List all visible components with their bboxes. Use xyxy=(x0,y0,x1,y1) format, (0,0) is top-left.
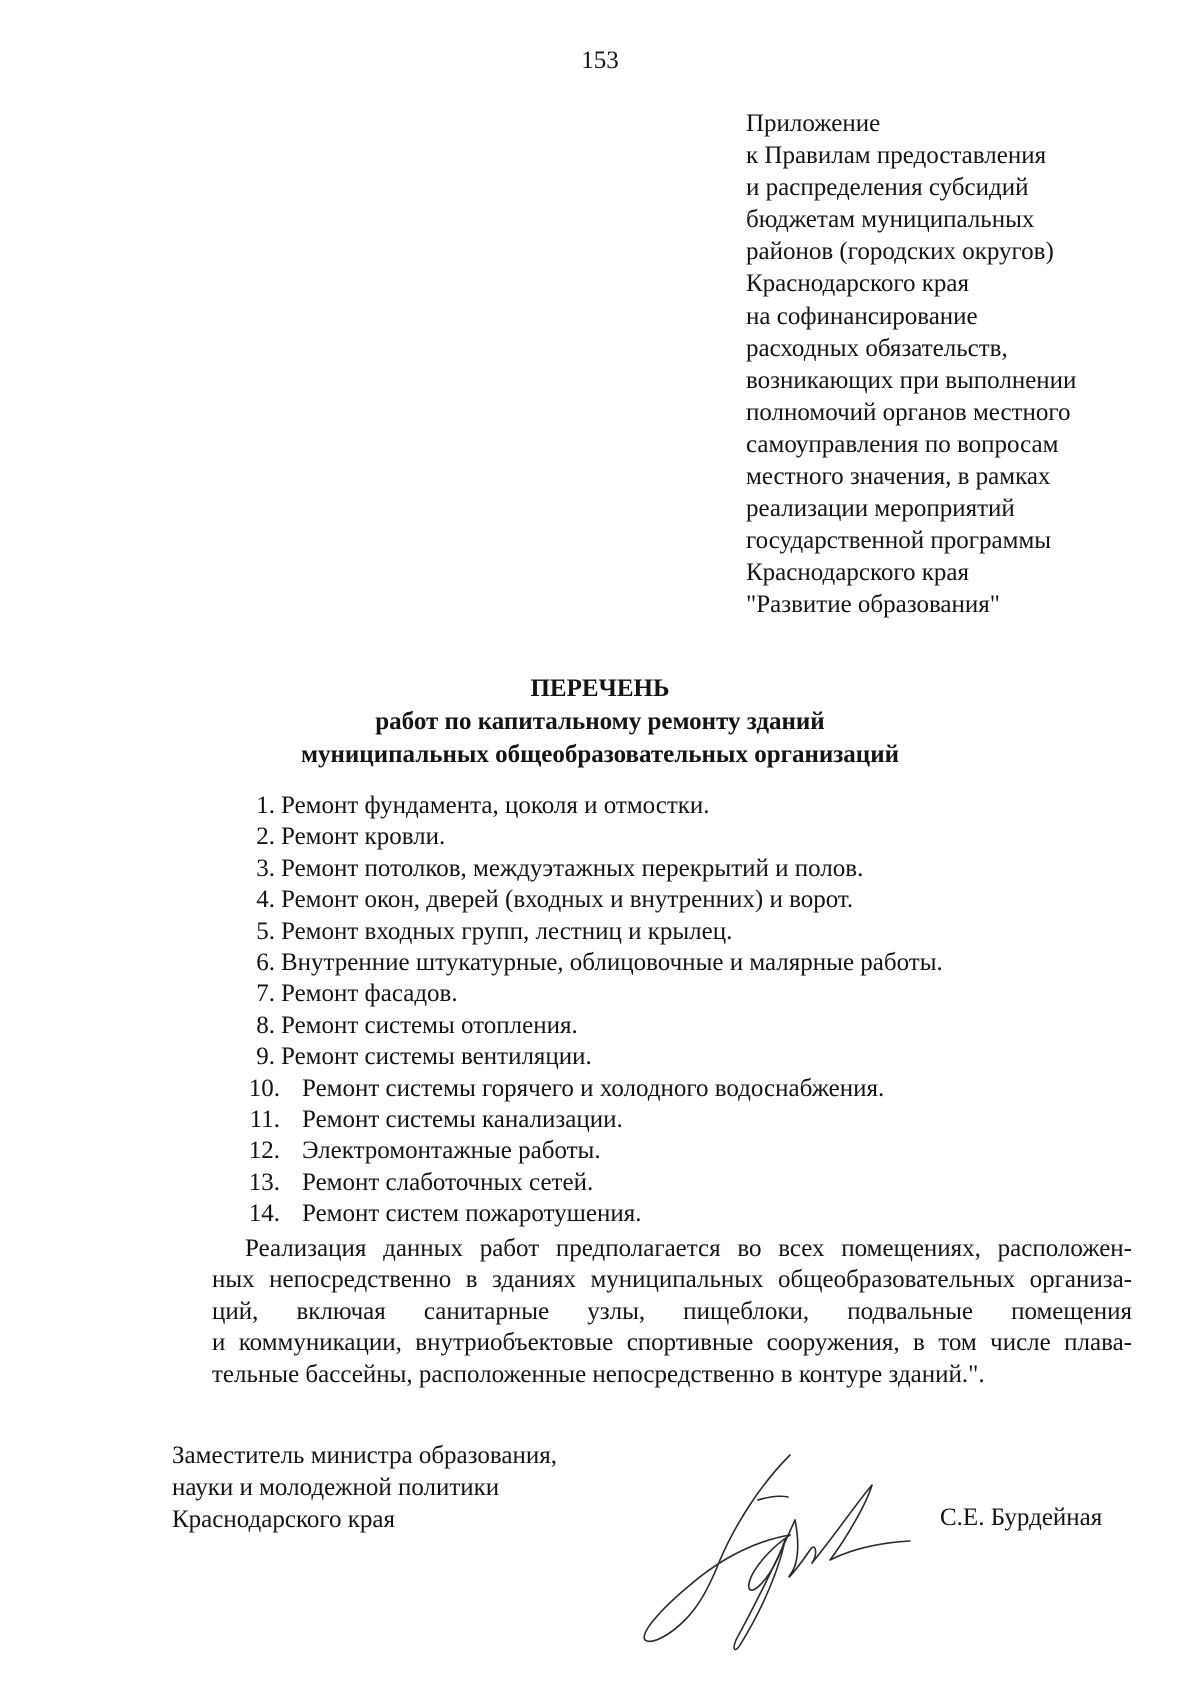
appendix-line: полномочий органов местного xyxy=(746,398,1071,426)
appendix-line: и распределения субсидий xyxy=(746,174,1029,202)
item-text: Ремонт входных групп, лестниц и крылец. xyxy=(281,917,733,945)
list-item xyxy=(245,821,1145,852)
list-item xyxy=(245,790,1145,821)
item-text: Ремонт системы горячего и холодного водоснабжения. xyxy=(302,1074,885,1102)
item-text: Ремонт слаботочных сетей. xyxy=(302,1168,594,1196)
paragraph-line: тельные бассейны, расположенные непосредственно в контуре зданий.". xyxy=(212,1360,985,1388)
item-number: 6. xyxy=(256,949,275,977)
list-item xyxy=(245,853,1145,884)
signer-name: С.Е. Бурдейная xyxy=(940,1504,1103,1531)
item-number: 11. xyxy=(249,1106,280,1134)
list-item xyxy=(245,884,1145,915)
appendix-line: Приложение xyxy=(746,110,881,137)
paragraph-line: ных непосредственно в зданиях муниципальных общеобразовательных организа- xyxy=(212,1266,1132,1294)
list-item xyxy=(245,1010,1145,1041)
paragraph-line: Реализация данных работ предполагается во всех помещениях, расположен- xyxy=(245,1235,1132,1262)
heading-subtitle-line-2: муниципальных общеобразовательных организаций xyxy=(300,741,900,768)
paragraph-line: и коммуникации, внутриобъектовые спортивные сооружения, в том числе плава- xyxy=(212,1329,1132,1357)
item-text: Ремонт систем пожаротушения. xyxy=(302,1200,642,1228)
document-heading xyxy=(0,672,1200,771)
appendix-line: государственной программы xyxy=(746,527,1052,555)
item-text: Ремонт системы отопления. xyxy=(281,1011,578,1039)
list-item xyxy=(245,1041,1145,1072)
list-item xyxy=(245,1198,1145,1229)
item-number: 4. xyxy=(256,886,275,914)
appendix-line: самоуправления по вопросам xyxy=(746,430,1059,458)
item-number: 10. xyxy=(248,1074,280,1102)
item-text: Ремонт потолков, междуэтажных перекрытий и полов. xyxy=(281,854,864,882)
item-text: Ремонт окон, дверей (входных и внутренних) и ворот. xyxy=(281,886,854,914)
item-number: 7. xyxy=(256,980,275,1008)
item-number: 3. xyxy=(256,854,275,882)
appendix-line: Краснодарского края xyxy=(746,270,969,298)
list-item xyxy=(245,978,1145,1009)
item-text: Ремонт кровли. xyxy=(281,823,446,851)
signatory-line: Краснодарского края xyxy=(172,1506,395,1533)
list-item xyxy=(245,1104,1145,1135)
appendix-line: районов (городских округов) xyxy=(746,238,1054,266)
list-item xyxy=(245,916,1145,947)
appendix-line: местного значения, в рамках xyxy=(746,463,1051,491)
list-item xyxy=(245,1135,1145,1166)
list-item xyxy=(245,1167,1145,1198)
item-text: Электромонтажные работы. xyxy=(302,1137,601,1165)
item-number: 14. xyxy=(248,1200,280,1228)
item-number: 9. xyxy=(256,1043,275,1071)
item-text: Ремонт фундамента, цоколя и отмостки. xyxy=(281,792,710,819)
paragraph-line: ций, включая санитарные узлы, пищеблоки, подвальные помещения xyxy=(212,1297,1132,1325)
item-number: 12. xyxy=(248,1137,280,1165)
item-number: 5. xyxy=(256,917,275,945)
signatory-line: науки и молодежной политики xyxy=(172,1474,500,1501)
appendix-line: на софинансирование xyxy=(746,302,978,330)
heading-subtitle-line-1: работ по капитальному ремонту зданий xyxy=(375,708,825,735)
appendix-line: к Правилам предоставления xyxy=(746,142,1047,170)
signatory-title xyxy=(172,1440,557,1536)
list-item xyxy=(245,947,1145,978)
item-text: Внутренние штукатурные, облицовочные и малярные работы. xyxy=(281,949,943,977)
appendix-line: "Развитие образования" xyxy=(746,591,1000,619)
item-number: 2. xyxy=(256,823,275,851)
handwritten-signature xyxy=(640,1445,920,1655)
page-number: 153 xyxy=(581,47,619,74)
appendix-header xyxy=(746,108,1166,622)
implementation-paragraph xyxy=(212,1233,1132,1390)
appendix-line: возникающих при выполнении xyxy=(746,366,1077,394)
list-item xyxy=(245,1073,1145,1104)
item-number: 8. xyxy=(256,1011,275,1039)
appendix-line: Краснодарского края xyxy=(746,559,969,587)
item-text: Ремонт системы вентиляции. xyxy=(281,1043,592,1071)
appendix-line: расходных обязательств, xyxy=(746,334,1008,362)
item-number: 1. xyxy=(256,792,275,819)
heading-title: ПЕРЕЧЕНЬ xyxy=(530,675,670,702)
works-list xyxy=(245,790,1145,1230)
appendix-line: бюджетам муниципальных xyxy=(746,206,1035,234)
item-text: Ремонт системы канализации. xyxy=(302,1106,623,1134)
signatory-line: Заместитель министра образования, xyxy=(172,1442,557,1469)
item-number: 13. xyxy=(248,1168,280,1196)
item-text: Ремонт фасадов. xyxy=(281,980,458,1008)
appendix-line: реализации мероприятий xyxy=(746,495,1015,523)
